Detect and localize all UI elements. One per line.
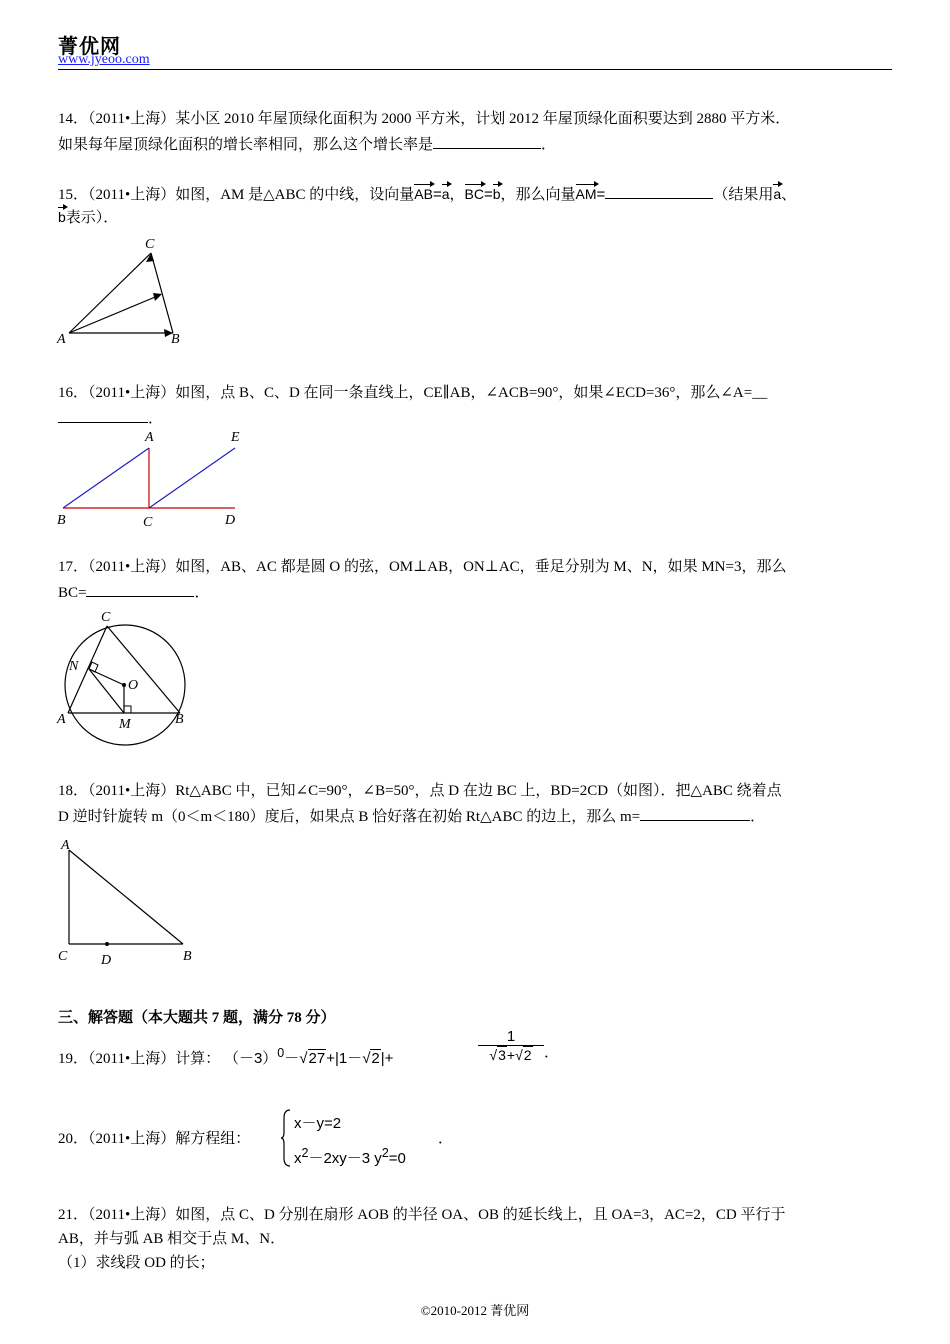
q17-answer-blank[interactable]	[86, 582, 194, 597]
q18-label-b: B	[183, 949, 192, 964]
q16-line2	[58, 408, 163, 428]
q17-line-cb	[107, 626, 180, 713]
q15-sep: 、	[781, 187, 797, 203]
q18-label-d: D	[101, 953, 112, 968]
q19-sqrt2b: 2	[523, 1047, 532, 1063]
vector-bc: BC	[464, 186, 484, 202]
q19-pre: 19．（2011•上海）计算：	[58, 1051, 221, 1067]
q18-text: D 逆时针旋转 m（0＜m＜180）度后，如果点 B 恰好落在初始 Rt△ABC 的边上，那么 m=	[58, 809, 641, 825]
q20-pre: 20．（2011•上海）解方程组：	[58, 1131, 251, 1147]
q15-line2	[58, 208, 118, 227]
q15-median-am	[69, 295, 160, 333]
q18-answer-blank[interactable]	[640, 806, 750, 821]
q15-label-b: B	[171, 332, 180, 347]
vector-a-2: a	[773, 186, 782, 202]
q20-e2c: =0	[388, 1150, 406, 1167]
q19-m3: +|1－	[326, 1050, 363, 1067]
site-logo: 菁优网	[58, 34, 121, 58]
section3-title: 三、解答题（本大题共 7 题，满分 78 分）	[58, 1010, 336, 1026]
q19-sqrt2: 2	[371, 1050, 380, 1067]
q15-post: （结果用	[713, 187, 774, 203]
q17-text: BC=	[58, 585, 87, 601]
q14-tail: ．	[541, 137, 557, 153]
q17-right-angle-m	[124, 706, 131, 713]
q15-eq3: =	[596, 186, 606, 203]
q15-label-a: A	[57, 332, 66, 347]
q17-label-a: A	[57, 712, 66, 727]
q15-post2: 表示）．	[65, 210, 119, 226]
q19-denominator: √3+√2	[478, 1045, 544, 1063]
q19-m4: |+	[380, 1050, 394, 1067]
q19-tail: ．	[544, 1045, 560, 1061]
q15-figure	[55, 235, 195, 350]
q17-line2	[58, 582, 210, 602]
vector-b-2: b	[58, 209, 66, 225]
q20-eq2	[294, 1146, 406, 1168]
q19-fraction	[478, 1028, 544, 1063]
q16-label-a: A	[145, 430, 154, 445]
q17-label-c: C	[101, 610, 111, 625]
q16-tail: ．	[148, 411, 164, 427]
q15-side-ac	[69, 253, 151, 333]
q21-line3: （1）求线段 OD 的长；	[58, 1255, 215, 1271]
q16-label-c: C	[143, 515, 153, 530]
q15-line1	[58, 184, 796, 204]
q17-point-o	[122, 683, 126, 687]
q14-text: 如果每年屋顶绿化面积的增长率相同，那么这个增长率是	[58, 137, 434, 153]
q18-label-c: C	[58, 949, 68, 964]
q19-expr: $(-3)^0-√27+|1-√2|+$	[223, 1046, 394, 1067]
q15-side-cb	[151, 253, 173, 333]
header-divider	[58, 69, 892, 70]
q17-label-m: M	[119, 717, 131, 732]
q15-mid: ，那么向量	[500, 187, 576, 203]
q15-answer-blank[interactable]	[605, 184, 713, 199]
q21-line1: 21．（2011•上海）如图，点 C、D 分别在扇形 AOB 的半径 OA、OB 的延长线上，且 OA=3，AC=2，CD 平行于	[58, 1207, 786, 1223]
q18-line1: 18．（2011•上海）Rt△ABC 中，已知∠C=90°，∠B=50°，点 D 在边 BC 上，BD=2CD（如图）．把△ABC 绕着点	[58, 783, 782, 799]
q20-e2sup1: 2	[301, 1146, 309, 1160]
q17-line1: 17．（2011•上海）如图，AB、AC 都是圆 O 的弦，OM⊥AB，ON⊥AC，垂足分别为 M、N，如果 MN=3，那么	[58, 559, 787, 575]
q17-figure	[55, 605, 200, 750]
q18-point-d	[105, 942, 109, 946]
q19-m2: －	[284, 1050, 300, 1067]
q16-answer-blank[interactable]	[58, 408, 148, 423]
q18-label-a: A	[61, 838, 70, 853]
q15-comma: ，	[449, 187, 465, 203]
q18-tail: ．	[750, 809, 766, 825]
q18-side-ab	[69, 850, 183, 944]
q15-label-c: C	[145, 237, 155, 252]
q19-m1: （－3）	[223, 1050, 278, 1067]
q15-arrow-m	[153, 293, 162, 301]
q19-sup0: 0	[277, 1046, 285, 1060]
q16-line1: 16．（2011•上海）如图，点 B、C、D 在同一条直线上，CE∥AB，∠ACB=90°，如果∠ECD=36°，那么∠A=__	[58, 385, 768, 401]
vector-a: a	[441, 186, 450, 202]
q17-segment-mn	[89, 669, 124, 713]
q16-label-d: D	[225, 513, 236, 528]
q19-line	[58, 1044, 393, 1068]
vector-ab: AB	[414, 186, 433, 202]
q16-figure	[55, 426, 255, 532]
vector-b: b	[492, 186, 501, 202]
q20-e2b: －2xy－3 y	[308, 1150, 382, 1167]
q16-segment-ce	[149, 448, 235, 508]
q20-tail: ．	[438, 1131, 454, 1147]
q17-label-b: B	[175, 712, 184, 727]
q17-label-n: N	[69, 659, 79, 674]
q19-sqrt27: 27	[308, 1050, 326, 1067]
page-footer: ©2010-2012 菁优网	[420, 1303, 530, 1318]
q14-answer-blank[interactable]	[433, 134, 541, 149]
q14-line1: 14．（2011•上海）某小区 2010 年屋顶绿化面积为 2000 平方米，计划 2012 年屋顶绿化面积要达到 2880 平方米．	[58, 111, 791, 127]
q15-eq1: =	[432, 186, 442, 203]
q20-brace	[280, 1108, 292, 1168]
q17-label-o: O	[128, 678, 139, 693]
q20-e2a: x	[294, 1150, 302, 1167]
q16-label-b: B	[57, 513, 66, 528]
q19-sqrt3: 3	[498, 1047, 506, 1063]
q15-pre: 15．（2011•上海）如图，AM 是△ABC 的中线，设向量	[58, 187, 415, 203]
q20-eq1: x－y=2	[294, 1115, 342, 1132]
site-link[interactable]: www.jyeoo.com	[58, 52, 150, 67]
q18-line2	[58, 806, 765, 826]
vector-am: AM	[575, 186, 597, 202]
q18-figure	[55, 838, 205, 968]
q16-segment-ab	[63, 448, 149, 508]
q16-label-e: E	[231, 430, 240, 445]
q17-tail: ．	[194, 585, 210, 601]
q14-line2	[58, 134, 556, 154]
q21-line2: AB，并与弧 AB 相交于点 M、N．	[58, 1231, 286, 1247]
q19-plus: +	[506, 1047, 516, 1063]
q15-eq2: =	[483, 186, 493, 203]
q19-numerator: 1	[506, 1028, 516, 1045]
q20-e2sup2: 2	[381, 1146, 389, 1160]
